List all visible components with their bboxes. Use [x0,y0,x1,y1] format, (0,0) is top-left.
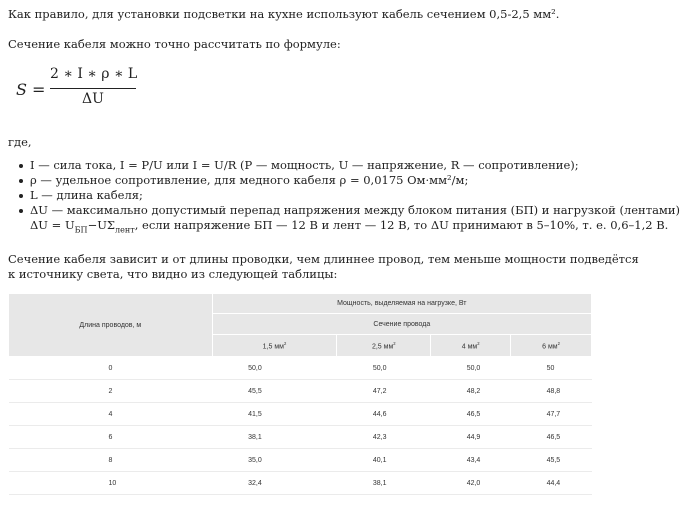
formula-intro-paragraph: Сечение кабеля можно точно рассчитать по формуле: [8,37,341,51]
delta-u-definition: $\Delta U = U_{БП}-U\Sigma_{лент}$, если напряжение БП — 12 В и лент — 12 В, то ΔU принимают в 5–10%, т. е. 0,6–1,2 В. [30,218,669,235]
formula-equals: = [32,80,46,99]
list-item: ΔU — максимально допустимый перепад напряжения между блоком питания (БП) и нагрузкой (лентами) $\Delta U = U_{БП}-U\Sigma_{лент}$, если напряжение БП — 12 В и лент — 12 В, то ΔU принимают в 5–10%, т. е. 0,6–1,2 В. [8,203,680,237]
table-row: 0 50,0 50,0 50,0 50 [9,357,592,380]
table-row: 6 38,1 42,3 44,9 46,5 [9,426,592,449]
formula-numerator: 2 ∗ I ∗ ρ ∗ L [50,66,138,82]
formula-denominator: ΔU [82,91,104,107]
section-col-header: 4 $мм^2$ [431,335,511,357]
formula-lhs: S [16,80,27,99]
conclusion-line-1: Сечение кабеля зависит и от длины проводки, чем длиннее провод, тем меньше мощности подведётся [8,252,639,266]
section-col-header: 6 $мм^2$ [511,335,592,357]
variable-definitions-list [8,158,680,237]
power-header: Мощность, выделяемая на нагрузке, Вт [212,294,591,314]
table-row: 8 35,0 40,1 43,4 45,5 [9,449,592,472]
table-row: 4 41,5 44,6 46,5 47,7 [9,403,592,426]
list-item: ρ — удельное сопротивление, для медного кабеля ρ = 0,0175 Ом·мм²/м; [8,173,680,188]
section-col-header: 1,5 $мм^2$ [212,335,337,357]
length-column-header: Длина проводов, м [9,294,213,357]
table-row: 2 45,5 47,2 48,2 48,8 [9,380,592,403]
formula-fraction-line [50,88,136,89]
where-label: где, [8,135,32,149]
intro-paragraph: Как правило, для установки подсветки на кухне используют кабель сечением 0,5-2,5 мм². [8,7,560,21]
section-col-header: 2,5 $мм^2$ [337,335,431,357]
section-header: Сечение провода [212,314,591,335]
list-item: I — сила тока, I = P/U или I = U/R (P — мощность, U — напряжение, R — сопротивление); [8,158,680,173]
power-loss-table [8,293,592,495]
conclusion-line-2: к источнику света, что видно из следующей таблицы: [8,267,338,281]
cable-section-formula [16,66,146,112]
list-item: L — длина кабеля; [8,188,680,203]
table-row: 10 32,4 38,1 42,0 44,4 [9,472,592,495]
